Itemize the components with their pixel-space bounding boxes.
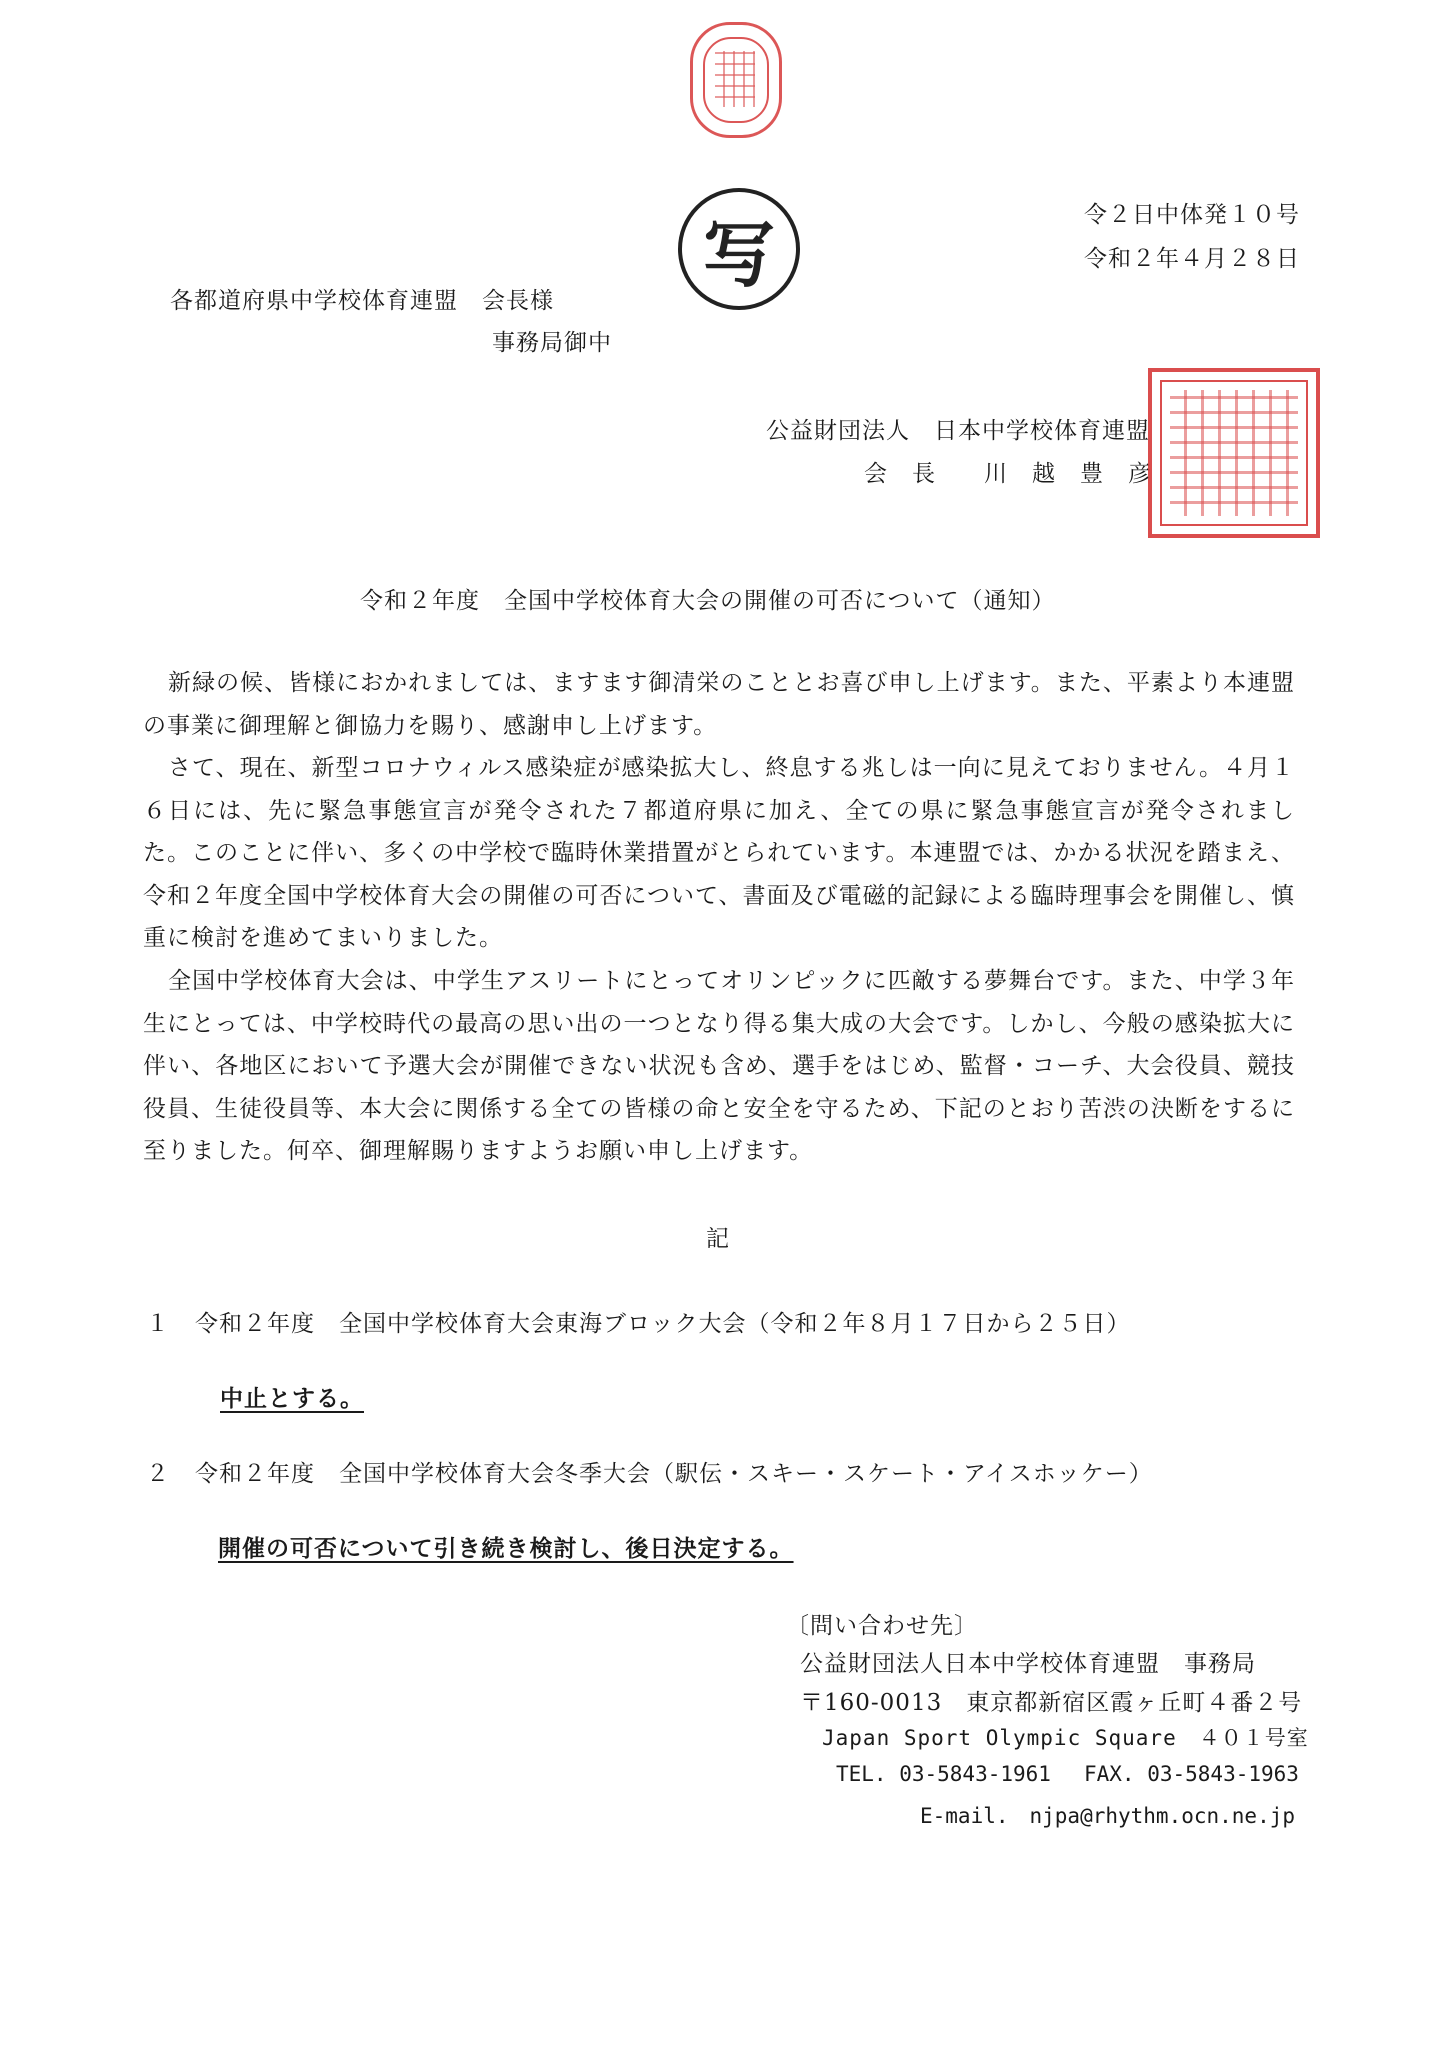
contact-building-text: Japan Sport Olympic Square ４０１号室 xyxy=(822,1726,1309,1750)
corporate-seal xyxy=(1148,368,1320,538)
recipient-office: 事務局御中 xyxy=(492,330,612,356)
recipient-line: 各都道府県中学校体育連盟 会長様 xyxy=(170,288,554,314)
item-2-text: 令和２年度 全国中学校体育大会冬季大会（駅伝・スキー・スケート・アイスホッケー） xyxy=(195,1461,1153,1487)
official-seal-top xyxy=(690,22,782,138)
item-1-decision: 中止とする。 xyxy=(220,1385,364,1412)
copy-stamp: 写 xyxy=(678,188,800,310)
contact-heading: 〔問い合わせ先〕 xyxy=(786,1613,978,1639)
ki-heading: 記 xyxy=(706,1226,730,1252)
contact-building xyxy=(822,1722,1309,1752)
sender-title: 会 長 川 越 豊 彦 xyxy=(864,461,1152,487)
item-2-decision: 開催の可否について引き続き検討し、後日決定する。 xyxy=(218,1535,794,1562)
contact-tel: TEL. 03-5843-1961 xyxy=(836,1762,1051,1786)
body-paragraph-2: さて、現在、新型コロナウィルス感染症が感染拡大し、終息する兆しは一向に見えておりません。４月１６日には、先に緊急事態宣言が発令された７都道府県に加え、全ての県に緊急事態宣言が発令されました。このことに伴い、多くの中学校で臨時休業措置がとられています。本連盟では、かかる状況を踏まえ、令和２年度全国中学校体育大会の開催の可否について、書面及び電磁的記録による臨時理事会を開催し、慎重に検討を進めてまいりました。 xyxy=(143,755,1295,951)
item-1-number: １ xyxy=(146,1311,170,1337)
contact-fax: FAX. 03-5843-1963 xyxy=(1084,1762,1299,1786)
document-date: 令和２年４月２８日 xyxy=(1084,246,1300,272)
item-2-number: ２ xyxy=(146,1461,170,1487)
item-1-text: 令和２年度 全国中学校体育大会東海ブロック大会（令和２年８月１７日から２５日） xyxy=(195,1311,1131,1337)
contact-email: E-mail. njpa@rhythm.ocn.ne.jp xyxy=(920,1804,1296,1828)
document-title: 令和２年度 全国中学校体育大会の開催の可否について（通知） xyxy=(360,588,1056,614)
body-paragraph-3: 全国中学校体育大会は、中学生アスリートにとってオリンピックに匹敵する夢舞台です。また、中学３年生にとっては、中学校時代の最高の思い出の一つとなり得る集大成の大会です。しかし、今般の感染拡大に伴い、各地区において予選大会が開催できない状況も含め、選手をはじめ、監督・コーチ、大会役員、競技役員、生徒役員等、本大会に関係する全ての皆様の命と安全を守るため、下記のとおり苦渋の決断をするに至りました。何卒、御理解賜りますようお願い申し上げます。 xyxy=(143,968,1295,1164)
contact-address: 〒160-0013 東京都新宿区霞ヶ丘町４番２号 xyxy=(800,1690,1303,1716)
body-paragraph-1: 新緑の候、皆様におかれましては、ますます御清栄のこととお喜び申し上げます。また、平素より本連盟の事業に御理解と御協力を賜り、感謝申し上げます。 xyxy=(143,670,1295,739)
contact-office: 公益財団法人日本中学校体育連盟 事務局 xyxy=(800,1651,1256,1677)
document-number: 令２日中体発１０号 xyxy=(1084,202,1300,228)
sender-organization: 公益財団法人 日本中学校体育連盟 xyxy=(766,418,1150,444)
